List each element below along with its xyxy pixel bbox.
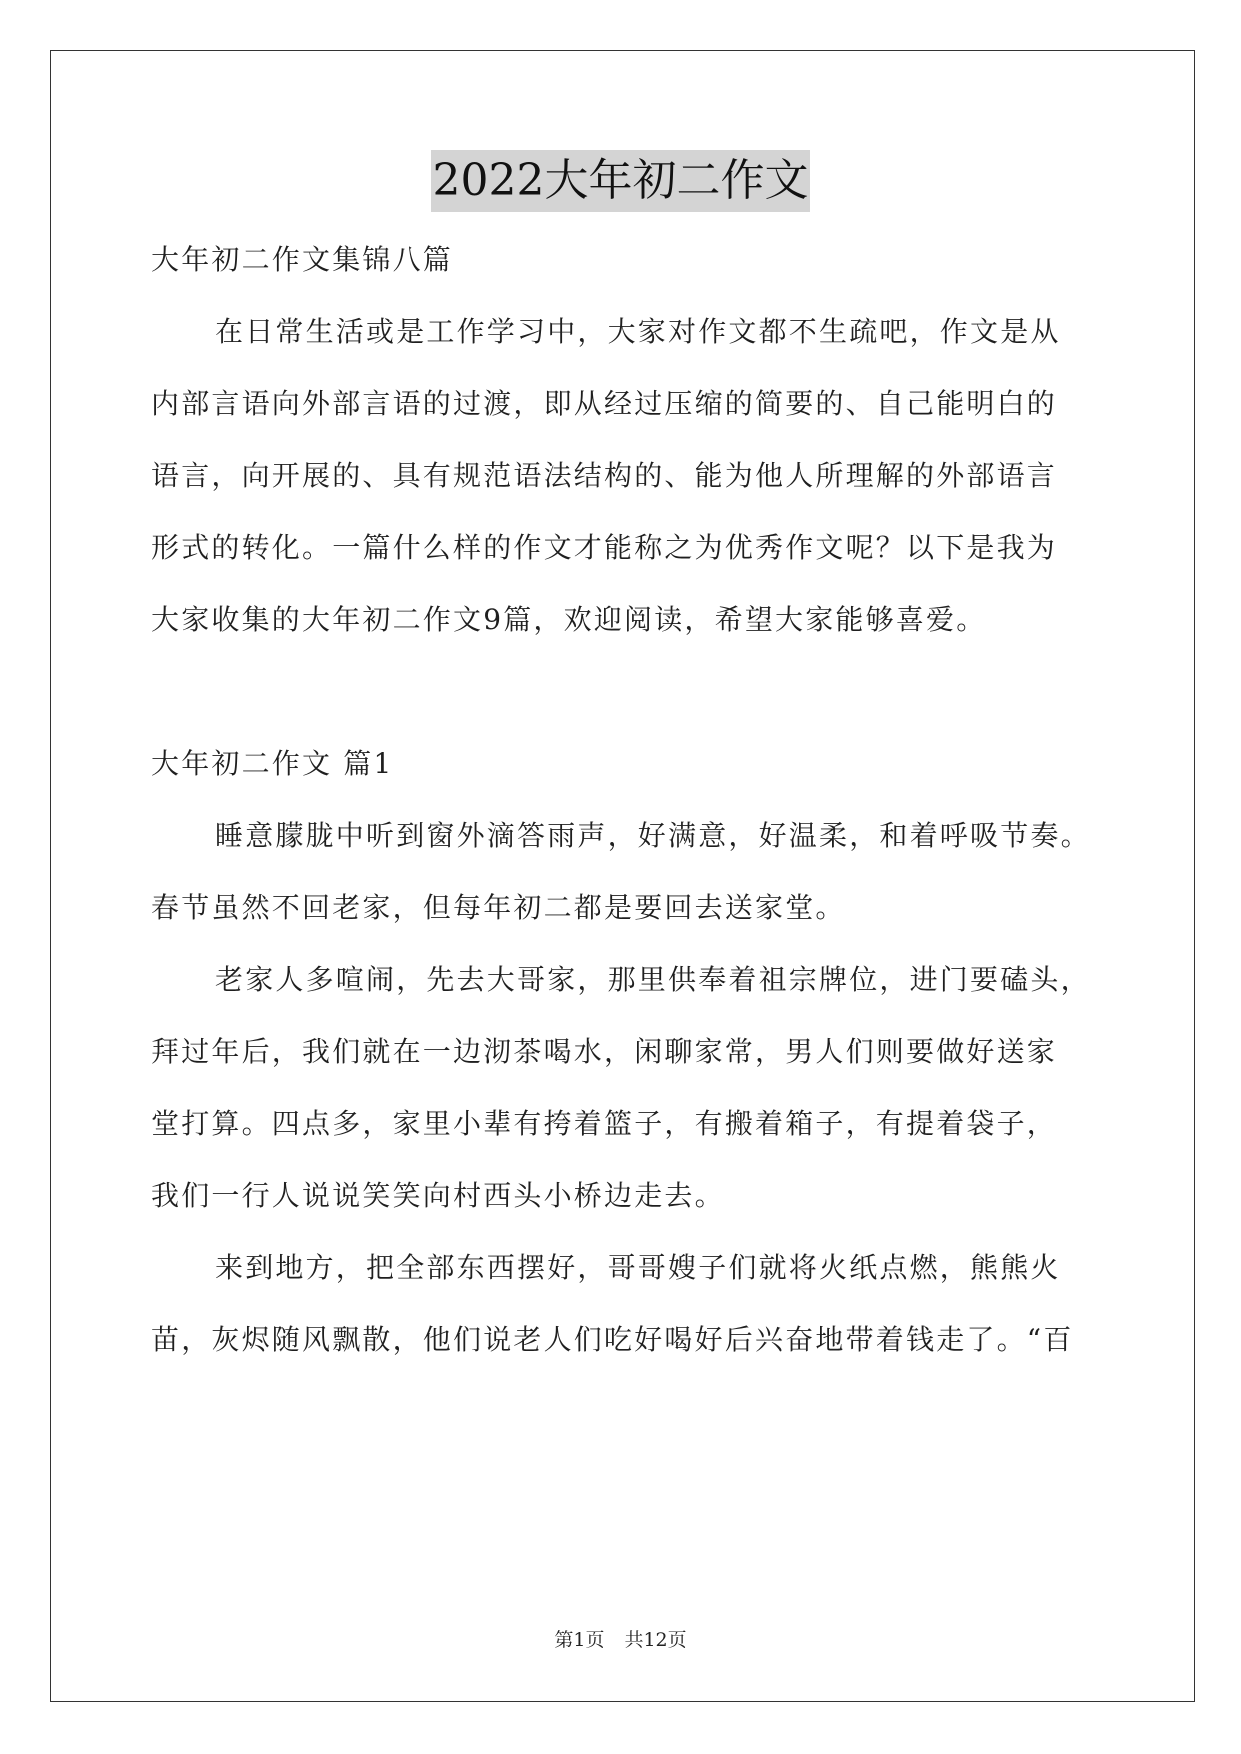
paragraph-line: 我们一行人说说笑笑向村西头小桥边走去。 (151, 1179, 725, 1212)
title-wrap (0, 150, 1241, 212)
paragraph-line: 语言，向开展的、具有规范语法结构的、能为他人所理解的外部语言 (151, 459, 1058, 492)
page-total: 共12页 (624, 1629, 687, 1651)
paragraph-line: 形式的转化。一篇什么样的作文才能称之为优秀作文呢？以下是我为 (151, 531, 1058, 564)
paragraph-line: 拜过年后，我们就在一边沏茶喝水，闲聊家常，男人们则要做好送家 (151, 1035, 1058, 1068)
section-heading: 大年初二作文 篇1 (151, 747, 394, 780)
paragraph-line: 内部言语向外部言语的过渡，即从经过压缩的简要的、自己能明白的 (151, 387, 1058, 420)
paragraph-line: 大家收集的大年初二作文9篇，欢迎阅读，希望大家能够喜爱。 (151, 603, 987, 636)
page-number: 第1页 (554, 1629, 605, 1651)
paragraph-line: 睡意朦胧中听到窗外滴答雨声，好满意，好温柔，和着呼吸节奏。 (215, 819, 1091, 852)
paragraph-line: 来到地方，把全部东西摆好，哥哥嫂子们就将火纸点燃，熊熊火 (215, 1251, 1061, 1284)
paragraph-line: 苗，灰烬随风飘散，他们说老人们吃好喝好后兴奋地带着钱走了。“百 (151, 1323, 1074, 1356)
page-border (50, 50, 1195, 1702)
paragraph-line: 在日常生活或是工作学习中，大家对作文都不生疏吧，作文是从 (215, 315, 1061, 348)
document-title: 2022大年初二作文 (431, 150, 811, 212)
page-footer (0, 1628, 1241, 1652)
paragraph-line: 堂打算。四点多，家里小辈有挎着篮子，有搬着箱子，有提着袋子， (151, 1107, 1058, 1140)
paragraph-line: 老家人多喧闹，先去大哥家，那里供奉着祖宗牌位，进门要磕头， (215, 963, 1091, 996)
document-subtitle: 大年初二作文集锦八篇 (151, 243, 454, 276)
paragraph-line: 春节虽然不回老家，但每年初二都是要回去送家堂。 (151, 891, 846, 924)
